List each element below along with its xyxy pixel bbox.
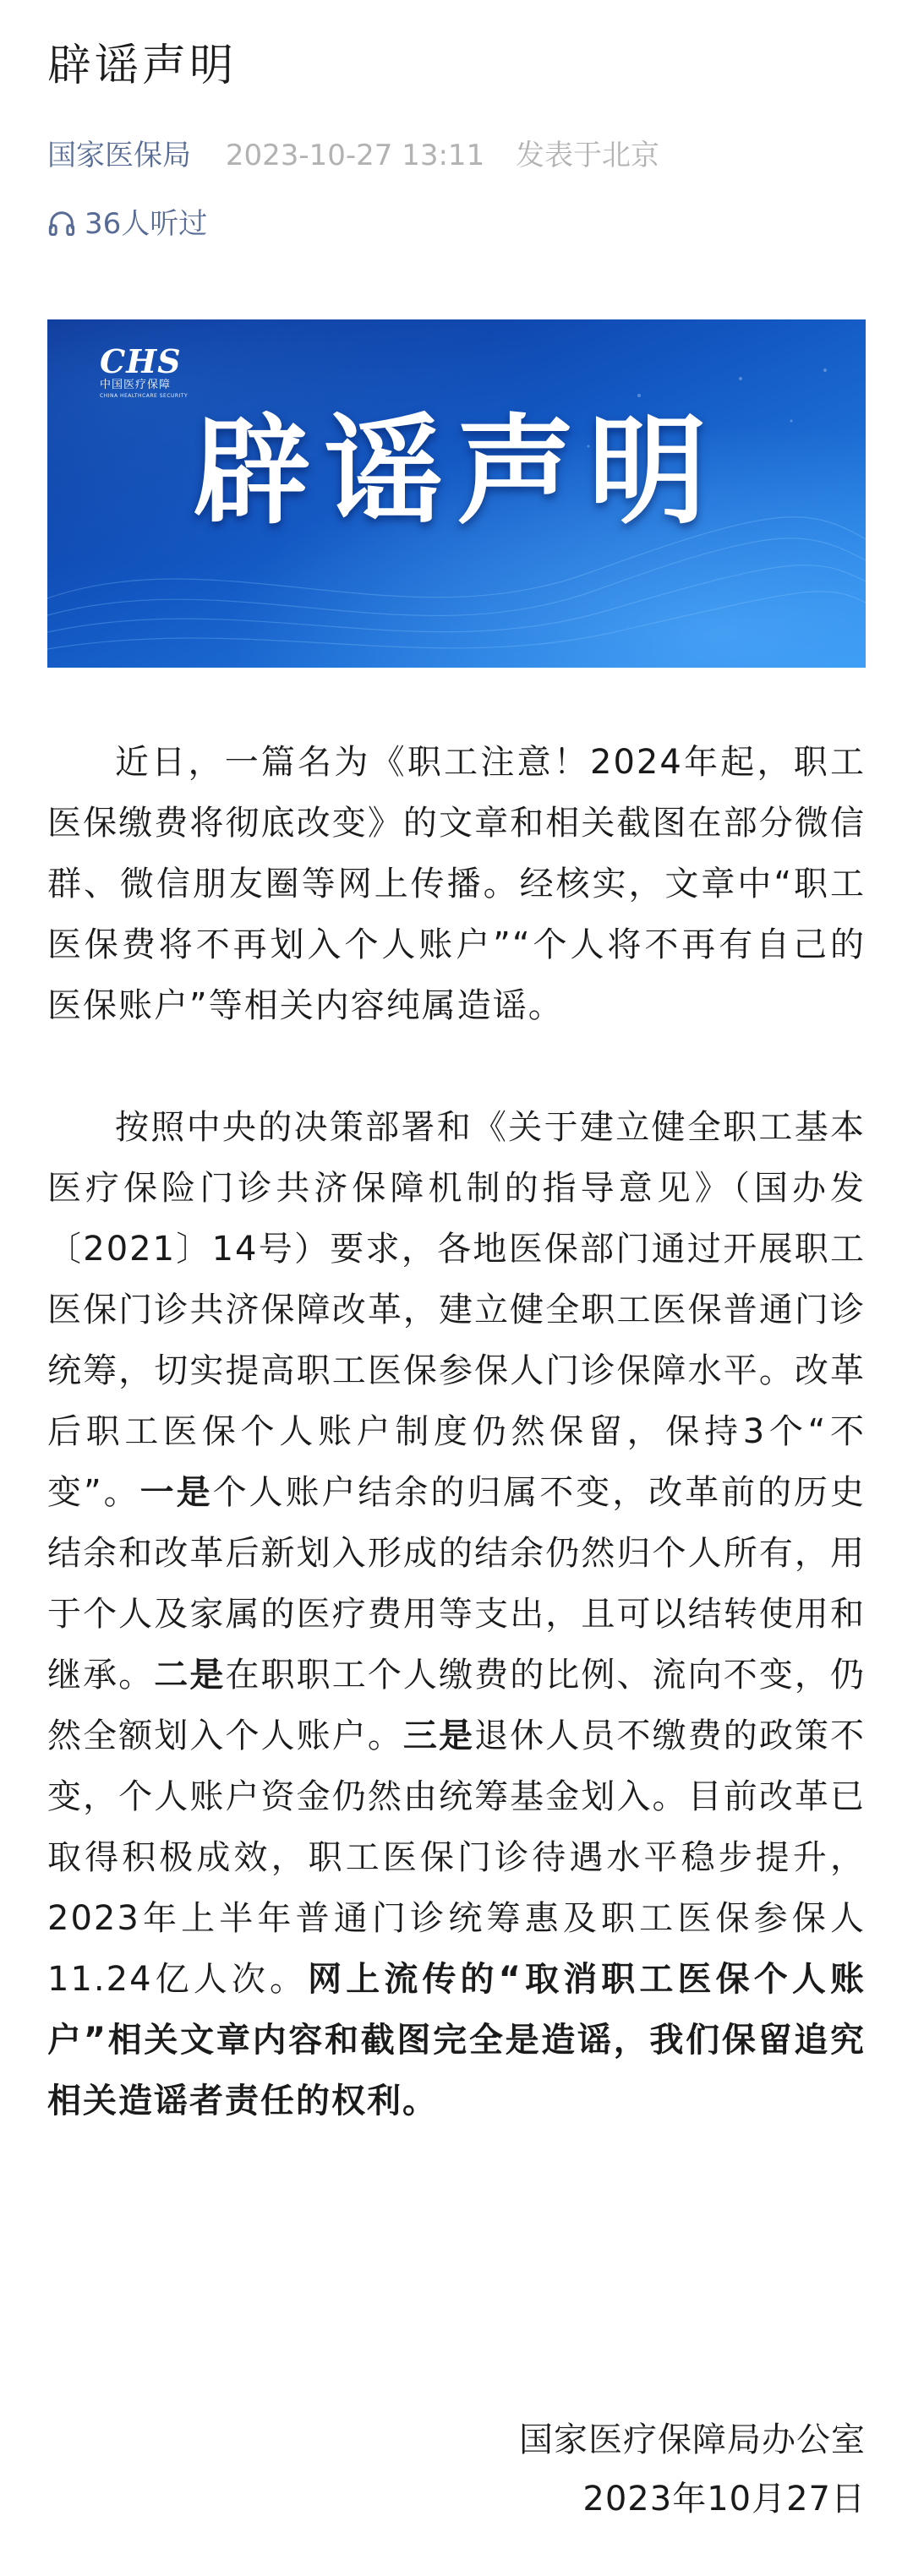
chs-logo: CHS 中国医疗保障 CHINA HEALTHCARE SECURITY [100, 342, 189, 399]
signature-date: 2023年10月27日 [582, 2480, 866, 2519]
article-title: 辟谣声明 [47, 41, 238, 91]
signature [519, 2410, 866, 2529]
banner-image [47, 319, 866, 668]
point-3-label: 三是 [402, 1716, 475, 1755]
signature-org: 国家医疗保障局办公室 [519, 2420, 866, 2459]
publish-location: 发表于北京 [516, 139, 660, 172]
banner-title: 辟谣声明 [192, 402, 720, 541]
point-1-label: 一是 [139, 1473, 213, 1512]
headphones-icon [47, 210, 76, 236]
listen-count: 36人听过 [85, 207, 208, 241]
bold-statement: 网上流传的“取消职工医保个人账户”相关文章内容和截图完全是造谣，我们保留追究相关造谣者责任的权利。 [47, 1960, 866, 2120]
account-name-link[interactable]: 国家医保局 [47, 139, 191, 172]
article-body [47, 732, 866, 2131]
paragraph-2: 按照中央的决策部署和《关于建立健全职工基本医疗保险门诊共济保障机制的指导意见》（国办发〔2021〕14号）要求，各地医保部门通过开展职工医保门诊共济保障改革，建立健全职工医保普通门诊统筹，切实提高职工医保参保人门诊保障水平。改革后职工医保个人账户制度仍然保留，保持3个“不变”。一是个人账户结余的归属不变，改革前的历史结余和改革后新划入形成的结余仍然归个人所有，用于个人及家属的医疗费用等支出，且可以结转使用和继承。二是在职职工个人缴费的比例、流向不变，仍然全额划入个人账户。三是退休人员不缴费的政策不变，个人账户资金仍然由统筹基金划入。目前改革已取得积极成效，职工医保门诊待遇水平稳步提升，2023年上半年普通门诊统筹惠及职工医保参保人11.24亿人次。网上流传的“取消职工医保个人账户”相关文章内容和截图完全是造谣，我们保留追究相关造谣者责任的权利。 [47, 1108, 867, 2120]
article-meta [47, 125, 659, 186]
publish-datetime: 2023-10-27 13:11 [225, 139, 485, 172]
listen-button[interactable] [47, 198, 207, 250]
point-2-label: 二是 [154, 1656, 226, 1695]
paragraph-1: 近日，一篇名为《职工注意！2024年起，职工医保缴费将彻底改变》的文章和相关截图在部分微信群、微信朋友圈等网上传播。经核实，文章中“职工医保费将不再划入个人账户”“个人将不再有自己的医保账户”等相关内容纯属造谣。 [47, 743, 866, 1025]
